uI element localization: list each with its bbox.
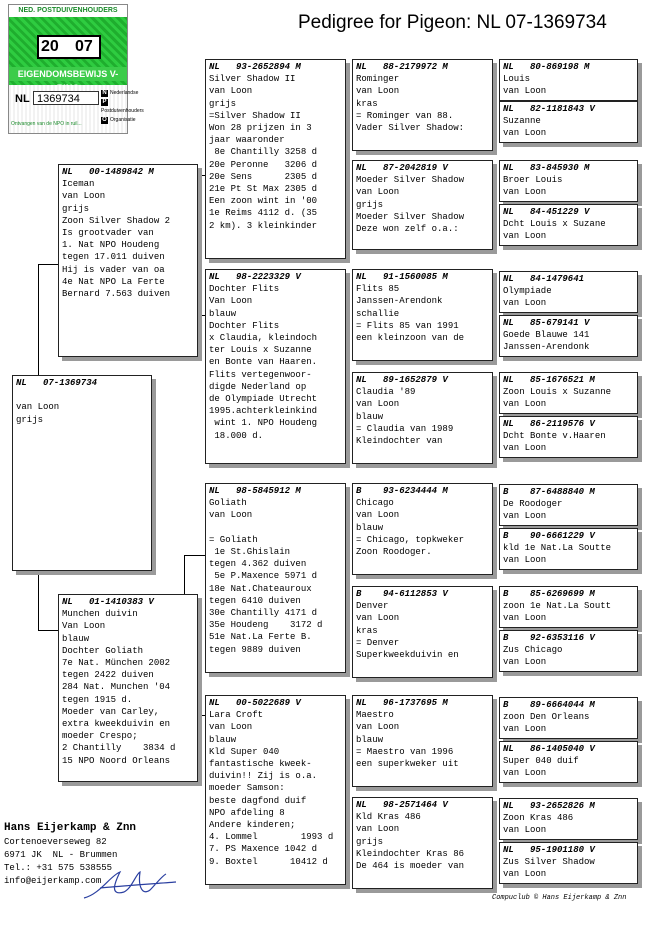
pigeon-info-line: Zus Silver Shadow [503,857,595,868]
card-band-label: EIGENDOMSBEWIJS V- [9,67,127,81]
pigeon-info-line: Munchen duivin [62,609,138,620]
pigeon-info-line: blauw [356,522,384,533]
pigeon-box-dam-dam [205,695,346,885]
pigeon-info-line: 20e Peronne 3206 d [209,159,318,170]
pigeon-info-line: Hij is vader van oa [62,264,165,275]
pigeon-box-dds [352,695,493,787]
pigeon-info-line: moeder Crespo; [62,731,138,742]
pigeon-info-line: grijs [356,836,384,847]
pigeon-box-sire-sire [205,59,346,259]
pigeon-info-line: tegen 6410 duiven [209,595,301,606]
pigeon-info-line: digde Nederland op [209,381,307,392]
pigeon-info-line: blauw [209,734,237,745]
ring-number: NL 01-1410383 V [62,597,154,607]
pigeon-info-line: een superkweker uit [356,759,459,770]
pigeon-info-line: Van Loon [62,621,106,632]
pigeon-info-line: tegen 2422 duiven [62,670,154,681]
pigeon-info-line: Superkweekduivin en [356,650,459,661]
pigeon-info-line: = Claudia van 1989 [356,423,454,434]
pigeon-info-line: Kleindochter Kras 86 [356,848,465,859]
pigeon-info-line: Dcht Louis x Suzane [503,219,606,230]
card-organisation: NED. POSTDUIVENHOUDERS [9,5,127,17]
ring-number: NL 93-2652894 M [209,62,301,72]
pigeon-info-line: = Goliath [209,534,258,545]
pigeon-box-g8 [499,416,638,458]
pigeon-box-g9 [499,484,638,526]
ring-number: NL 95-1901180 V [503,845,595,855]
pigeon-info-line: 15 NPO Noord Orleans [62,755,171,766]
pigeon-info-line: zoon Den Orleans [503,712,590,723]
ring-number: B 87-6488840 M [503,487,595,497]
ring-number: NL 07-1369734 [16,378,98,388]
pigeon-box-dam [58,594,198,782]
pigeon-info-line: van Loon [62,191,106,202]
pigeon-info-line: blauw [209,308,237,319]
page-title: Pedigree for Pigeon: NL 07-1369734 [298,12,607,33]
pigeon-info-line: van Loon [209,510,253,521]
pigeon-info-line: van Loon [503,86,547,97]
breeder-city: 6971 JK NL - Brummen [4,850,118,860]
pigeon-info-line: Flits 85 [356,284,400,295]
pigeon-info-line: =Silver Shadow II [209,110,301,121]
pigeon-info-line: tegen 4.362 duiven [209,559,307,570]
pigeon-info-line: Dcht Bonte v.Haaren [503,431,606,442]
pigeon-info-line: 21e Pt St Max 2305 d [209,184,318,195]
pigeon-info-line: Vader Silver Shadow: [356,123,465,134]
connector-line [38,264,39,376]
pigeon-info-line: van Loon [356,399,400,410]
pigeon-info-line: 9. Boxtel 10412 d [209,856,328,867]
ring-number: NL 98-5845912 M [209,486,301,496]
pigeon-info-line: jaar waaronder [209,135,285,146]
ring-number: NL 98-2223329 V [209,272,301,282]
ring-number: NL 84-451229 V [503,207,590,217]
pigeon-info-line: 2 km). 3 kleinkinder [209,220,318,231]
ring-number: NL 83-845930 M [503,163,590,173]
pigeon-info-line: van Loon [503,724,547,735]
pigeon-box-g12 [499,630,638,672]
pigeon-info-line: tegen 9889 duiven [209,644,301,655]
pigeon-info-line: van Loon [356,510,400,521]
pigeon-info-line: Olympiade [503,286,552,297]
pigeon-info-line: = Denver [356,637,400,648]
ring-number: B 94-6112853 V [356,589,448,599]
pigeon-info-line: Super 040 duif [503,756,579,767]
pigeon-info-line: van Loon [503,613,547,624]
pigeon-info-line: Is grootvader van [62,228,154,239]
pigeon-info-line: Moeder Silver Shadow [356,175,465,186]
card-legend-text: Nederlandse [110,90,139,96]
pigeon-info-line: Won 28 prijzen in 3 [209,123,312,134]
pigeon-info-line: ter Louis x Suzanne [209,345,312,356]
pigeon-box-g11 [499,586,638,628]
pigeon-info-line: 18.000 d. [209,430,264,441]
pigeon-box-dss [352,483,493,575]
pigeon-info-line: Deze won zelf o.a.: [356,224,459,235]
pigeon-info-line: van Loon [503,869,547,880]
pigeon-info-line: 8e Chantilly 3258 d [209,147,318,158]
pigeon-box-g10 [499,528,638,570]
pigeon-info-line: Moeder van Carley, [62,706,160,717]
pigeon-info-line: Lara Croft [209,710,264,721]
pigeon-info-line: = Chicago, topkweker [356,534,465,545]
pigeon-info-line: 51e Nat.La Ferte B. [209,632,312,643]
pigeon-info-line: Zoon Silver Shadow 2 [62,215,171,226]
pigeon-info-line: 35e Houdeng 3172 d [209,620,323,631]
pigeon-info-line: grijs [62,203,90,214]
pigeon-info-line: van Loon [503,443,547,454]
pigeon-info-line: Goede Blauwe 141 [503,330,590,341]
pigeon-info-line: Andere kinderen; [209,820,296,831]
pigeon-info-line: wint 1. NPO Houdeng [209,418,318,429]
pigeon-info-line: 5e P.Maxence 5971 d [209,571,318,582]
pigeon-box-dam-sire [205,483,346,673]
pigeon-info-line: blauw [356,411,384,422]
pigeon-box-g16 [499,842,638,884]
pigeon-info-line: Goliath [209,498,247,509]
pigeon-info-line: Een zoon wint in '00 [209,196,318,207]
connector-line [184,555,206,556]
pigeon-info-line: van Loon [356,86,400,97]
pigeon-info-line: van Loon [503,768,547,779]
ring-number: NL 84-1479641 [503,274,585,284]
breeder-email: info@eijerkamp.com [4,876,102,886]
pigeon-box-dsd [352,586,493,678]
ring-number: B 93-6234444 M [356,486,448,496]
pigeon-info-line: van Loon [209,722,253,733]
pigeon-info-line: van Loon [209,86,253,97]
pigeon-box-sire [58,164,198,357]
pigeon-info-line: tegen 1915 d. [62,694,133,705]
pigeon-info-line: Maestro [356,710,394,721]
pigeon-info-line: van Loon [356,722,400,733]
pigeon-info-line: kras [356,98,378,109]
pigeon-info-line: Zus Chicago [503,645,563,656]
pigeon-info-line: Moeder Silver Shadow [356,211,465,222]
pigeon-info-line: duivin!! Zij is o.a. [209,771,318,782]
pigeon-info-line: van Loon [356,824,400,835]
pigeon-info-line: 4e Nat NPO La Ferte [62,276,165,287]
card-legend-letter: O [102,117,107,123]
pigeon-info-line: van Loon [503,187,547,198]
ring-number: NL 93-2652826 M [503,801,595,811]
ownership-card [8,4,144,134]
pigeon-info-line: van Loon [16,402,60,413]
ring-number: NL 86-1405040 V [503,744,595,754]
pigeon-info-line: 284 Nat. Munchen '04 [62,682,171,693]
ring-number: NL 00-5022689 V [209,698,301,708]
pigeon-info-line: extra kweekduivin en [62,719,171,730]
card-country: NL [15,93,30,105]
pigeon-box-g3 [499,160,638,202]
pigeon-info-line: Kleindochter van [356,436,443,447]
pigeon-info-line: fantastische kweek- [209,759,312,770]
signature-icon [80,866,180,906]
pigeon-info-line: moeder Samson: [209,783,285,794]
pigeon-info-line: 1e St.Ghislain [209,547,291,558]
pigeon-info-line: de Olympiade Utrecht [209,394,318,405]
connector-line [38,264,60,265]
pigeon-info-line: Janssen-Arendonk [503,342,590,353]
pigeon-box-g2 [499,101,638,143]
pigeon-info-line: 1. Nat NPO Houdeng [62,240,160,251]
card-legend [101,89,144,125]
pigeon-info-line: van Loon [356,613,400,624]
pigeon-info-line: Dochter Flits [209,320,280,331]
pigeon-info-line: 7e Nat. München 2002 [62,658,171,669]
ring-number: NL 98-2571464 V [356,800,448,810]
pigeon-box-g1 [499,59,638,101]
pigeon-box-ssd [352,160,493,250]
pigeon-info-line: Van Loon [209,296,253,307]
pigeon-info-line: Claudia '89 [356,387,416,398]
pigeon-info-line: grijs [209,98,237,109]
pigeon-info-line: en Bonte van Haaren. [209,357,318,368]
pigeon-info-line: 2 Chantilly 3834 d [62,743,176,754]
pigeon-info-line: blauw [356,734,384,745]
pigeon-info-line: beste dagfond duif [209,795,307,806]
pigeon-info-line: 20e Sens 2305 d [209,171,318,182]
ring-number: NL 00-1489842 M [62,167,154,177]
pigeon-info-line: Silver Shadow II [209,74,296,85]
pigeon-info-line: De Roodoger [503,499,563,510]
breeder-address: Cortenoeverseweg 82 [4,837,107,847]
ring-number: B 85-6269699 M [503,589,595,599]
pigeon-info-line: kld 1e Nat.La Soutte [503,543,612,554]
card-legend-letter: N [102,90,107,96]
pigeon-info-line: van Loon [503,128,547,139]
pigeon-info-line: tegen 17.011 duiven [62,252,165,263]
pigeon-info-line: = Rominger van 88. [356,110,454,121]
pigeon-info-line: NPO afdeling 8 [209,807,285,818]
pigeon-info-line: Louis [503,74,531,85]
breeder-phone: Tel.: +31 575 538555 [4,863,113,873]
pigeon-info-line: van Loon [503,231,547,242]
ring-number: NL 96-1737695 M [356,698,448,708]
pigeon-info-line: Zoon Roodoger. [356,547,432,558]
card-year-left: 20 [41,38,59,55]
pigeon-box-sds [352,269,493,361]
ring-number: B 89-6664044 M [503,700,595,710]
pigeon-info-line: Broer Louis [503,175,563,186]
pigeon-info-line: Rominger [356,74,400,85]
pigeon-info-line: van Loon [356,187,400,198]
pigeon-info-line: Kld Kras 486 [356,812,421,823]
card-legend-letter: P [102,99,107,105]
pigeon-box-g14 [499,741,638,783]
pigeon-info-line [16,389,148,401]
pigeon-box-sdd [352,372,493,464]
ring-number: B 90-6661229 V [503,531,595,541]
ring-number: NL 80-869198 M [503,62,590,72]
pigeon-info-line: van Loon [503,657,547,668]
card-legend-text: Postduivenhouders [101,108,144,114]
pigeon-info-line: Janssen-Arendonk [356,296,443,307]
pigeon-info-line: Flits vertegenwoor- [209,369,312,380]
pigeon-box-sss [352,59,493,151]
connector-line [38,630,60,631]
pigeon-info-line: = Flits 85 van 1991 [356,320,459,331]
pigeon-info-line: zoon 1e Nat.La Soutt [503,601,612,612]
ring-number: NL 87-2042819 V [356,163,448,173]
pigeon-box-g4 [499,204,638,246]
pigeon-info-line: van Loon [503,298,547,309]
pigeon-info-line: Dochter Flits [209,284,280,295]
card-legend-text: Organisatie [110,117,136,123]
card-ring-number: 1369734 [33,91,99,105]
pigeon-info-line: grijs [356,199,384,210]
breeder-name: Hans Eijerkamp & Znn [4,822,137,834]
pigeon-info-line: blauw [62,633,90,644]
pigeon-info-line: van Loon [503,511,547,522]
pigeon-info-line: 4. Lommel 1993 d [209,832,334,843]
card-footer: Ontvangen van de NPO in ruil... [11,121,82,127]
pigeon-box-g13 [499,697,638,739]
pigeon-box-g7 [499,372,638,414]
pigeon-info-line: 1995.achterkleinkind [209,406,318,417]
pigeon-info-line: Bernard 7.563 duiven [62,289,171,300]
pigeon-info-line: 18e Nat.Chateauroux [209,583,312,594]
pigeon-info-line: van Loon [503,399,547,410]
pigeon-info-line [209,522,342,534]
pigeon-info-line: schallie [356,308,400,319]
pigeon-box-subject [12,375,152,571]
pigeon-info-line: kras [356,625,378,636]
pigeon-info-line: van Loon [503,555,547,566]
ring-number: NL 88-2179972 M [356,62,448,72]
ring-number: NL 89-1652879 V [356,375,448,385]
pigeon-info-line: Denver [356,601,389,612]
pigeon-info-line: Kld Super 040 [209,746,280,757]
pigeon-info-line: Zoon Louis x Suzanne [503,387,612,398]
ring-number: B 92-6353116 V [503,633,595,643]
card-year-right: 07 [75,38,93,55]
pigeon-box-ddd [352,797,493,889]
pigeon-info-line: = Maestro van 1996 [356,746,454,757]
pigeon-box-sire-dam [205,269,346,464]
pigeon-box-g15 [499,798,638,840]
connector-line [38,570,39,630]
pigeon-info-line: 7. PS Maxence 1042 d [209,844,318,855]
ring-number: NL 82-1181843 V [503,104,595,114]
pigeon-info-line: van Loon [503,825,547,836]
ring-number: NL 85-1676521 M [503,375,595,385]
ring-number: NL 86-2119576 V [503,419,595,429]
ring-number: NL 91-1560085 M [356,272,448,282]
copyright: Compuclub © Hans Eijerkamp & Znn [492,894,627,902]
pigeon-info-line: Chicago [356,498,394,509]
pigeon-info-line: Suzanne [503,116,541,127]
card-year [37,35,101,59]
ring-number: NL 85-679141 V [503,318,590,328]
pigeon-info-line: Iceman [62,179,95,190]
pigeon-info-line: x Claudia, kleindoch [209,333,318,344]
pigeon-info-line: grijs [16,414,44,425]
pigeon-info-line: een kleinzoon van de [356,333,465,344]
pigeon-box-g6 [499,315,638,357]
pigeon-box-g5 [499,271,638,313]
pigeon-info-line: De 464 is moeder van [356,861,465,872]
pigeon-info-line: 1e Reims 4112 d. (35 [209,208,318,219]
pigeon-info-line: 30e Chantilly 4171 d [209,608,318,619]
pigeon-info-line: Dochter Goliath [62,645,144,656]
pigeon-info-line: Zoon Kras 486 [503,813,574,824]
